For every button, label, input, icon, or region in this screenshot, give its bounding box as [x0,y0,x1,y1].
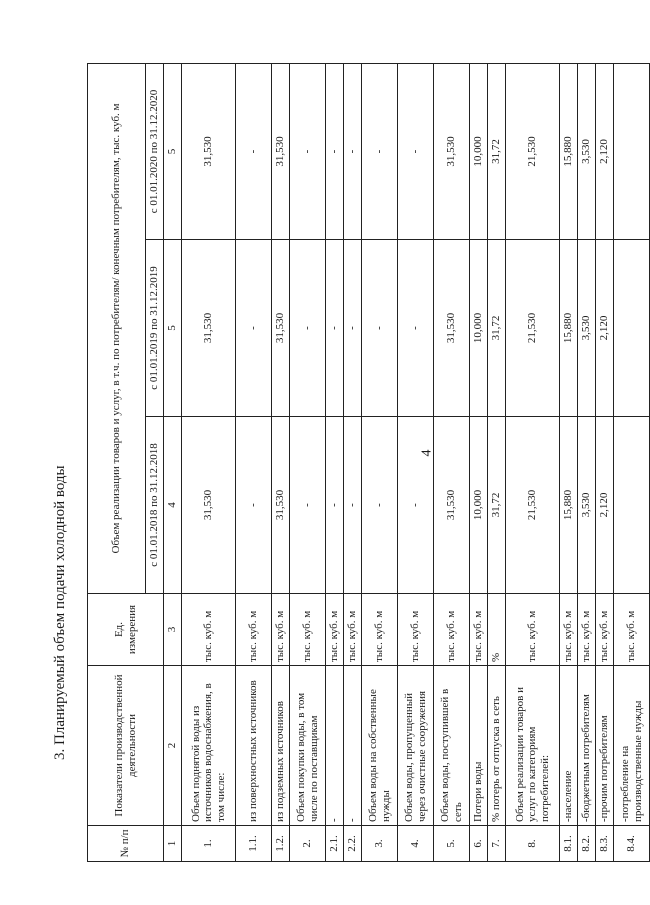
row-value-2018: 31,530 [182,417,236,594]
row-indicator: - [326,666,344,826]
row-unit: тыс. куб. м [326,594,344,666]
row-number: 2.2. [344,826,362,862]
table-row [398,63,434,861]
row-value-2020: 31,530 [272,63,290,239]
row-indicator: Объем воды, поступившей в сеть [434,666,470,826]
row-value-2018: 31,72 [488,417,506,594]
row-value-2018: - [398,417,434,594]
row-indicator: Объем воды на собственные нужды [362,666,398,826]
header-group: Объем реализации товаров и услуг, в т.ч. по потребителям/ конечным потребителям, тыс. куб. м [88,63,146,593]
table-row [488,63,506,861]
row-value-2019: 10,000 [470,240,488,417]
table-row [470,63,488,861]
column-number: 5 [164,240,182,417]
row-value-2019: - [236,240,272,417]
row-value-2019: - [398,240,434,417]
water-supply-table-wrapper [87,64,644,862]
row-value-2019 [614,240,650,417]
row-unit: тыс. куб. м [182,594,236,666]
column-number: 3 [164,594,182,666]
row-value-2019: 2,120 [596,240,614,417]
row-value-2020: - [326,63,344,239]
column-number: 4 [164,417,182,594]
table-row [362,63,398,861]
column-number: 2 [164,666,182,826]
row-unit: тыс. куб. м [578,594,596,666]
row-value-2020: 31,72 [488,63,506,239]
row-value-2019: 3,530 [578,240,596,417]
row-value-2018: - [326,417,344,594]
row-value-2020: 31,530 [182,63,236,239]
column-number-row [164,63,182,861]
row-indicator: - [344,666,362,826]
row-number: 4. [398,826,434,862]
row-value-2020: - [344,63,362,239]
table-row [290,63,326,861]
row-value-2018: 15,880 [560,417,578,594]
header-indicator: Показатели производственной деятельности [88,666,164,826]
row-value-2020: - [290,63,326,239]
row-value-2018: 2,120 [596,417,614,594]
row-value-2018: 31,530 [272,417,290,594]
row-value-2019: 21,530 [506,240,560,417]
row-indicator: Объем покупки воды, в том числе по поставщикам [290,666,326,826]
row-value-2018: - [290,417,326,594]
header-period-2019: с 01.01.2019 по 31.12.2019 [146,240,164,417]
row-number: 2. [290,826,326,862]
row-value-2019: - [344,240,362,417]
row-number: 1. [182,826,236,862]
row-unit: тыс. куб. м [470,594,488,666]
row-indicator: Потери воды [470,666,488,826]
row-number: 8.3. [596,826,614,862]
row-value-2018 [614,417,650,594]
row-number: 8.2. [578,826,596,862]
row-number: 3. [362,826,398,862]
row-number: 2.1. [326,826,344,862]
row-indicator: -население [560,666,578,826]
table-row [182,63,236,861]
row-unit: тыс. куб. м [614,594,650,666]
row-value-2018: 10,000 [470,417,488,594]
row-unit: тыс. куб. м [344,594,362,666]
table-row [560,63,578,861]
row-unit: тыс. куб. м [560,594,578,666]
header-period-2020: с 01.01.2020 по 31.12.2020 [146,63,164,239]
row-value-2020: 10,000 [470,63,488,239]
row-number: 7. [488,826,506,862]
row-value-2018: 31,530 [434,417,470,594]
section-heading: 3. Планируемый объем подачи холодной воды [52,465,68,760]
header-period-2018: с 01.01.2018 по 31.12.2018 [146,417,164,594]
row-value-2018: 3,530 [578,417,596,594]
table-row [596,63,614,861]
row-value-2019: - [290,240,326,417]
row-value-2018: 21,530 [506,417,560,594]
table-row [434,63,470,861]
row-value-2020: - [362,63,398,239]
row-unit: тыс. куб. м [398,594,434,666]
header-num: № п/п [88,826,164,862]
row-value-2019: 31,530 [182,240,236,417]
row-number: 8.1. [560,826,578,862]
row-number: 1.2. [272,826,290,862]
row-value-2019: 31,72 [488,240,506,417]
row-unit: тыс. куб. м [596,594,614,666]
row-indicator: из поверхностных источников [236,666,272,826]
row-unit: тыс. куб. м [290,594,326,666]
row-number: 8.4. [614,826,650,862]
row-value-2019: - [326,240,344,417]
row-indicator: -прочим потребителям [596,666,614,826]
row-number: 1.1. [236,826,272,862]
row-unit: тыс. куб. м [272,594,290,666]
row-indicator: % потерь от отпуска в сеть [488,666,506,826]
water-supply-table [87,63,650,862]
row-unit: тыс. куб. м [434,594,470,666]
row-value-2019: 15,880 [560,240,578,417]
row-value-2020: 15,880 [560,63,578,239]
row-unit: тыс. куб. м [362,594,398,666]
row-number: 6. [470,826,488,862]
header-row [88,63,146,861]
row-value-2020 [614,63,650,239]
table-row [506,63,560,861]
row-number: 5. [434,826,470,862]
row-indicator: -бюджетным потребителям [578,666,596,826]
column-number: 5 [164,63,182,239]
row-indicator: Объем воды, пропущенный через очистные сооружения [398,666,434,826]
table-row [614,63,650,861]
page-number: 4 [419,449,435,457]
row-indicator: из подземных источников [272,666,290,826]
table-row [236,63,272,861]
row-value-2018: - [344,417,362,594]
row-indicator: Объем реализации товаров и услуг по категориям потребителей: [506,666,560,826]
row-unit: тыс. куб. м [236,594,272,666]
table-row [578,63,596,861]
row-indicator: Объем поднятой воды из источников водоснабжения, в том числе: [182,666,236,826]
row-unit: тыс. куб. м [506,594,560,666]
row-value-2018: - [362,417,398,594]
row-value-2020: 31,530 [434,63,470,239]
header-unit: Ед. измерения [88,594,164,666]
row-value-2019: - [362,240,398,417]
row-value-2020: - [398,63,434,239]
row-value-2020: 2,120 [596,63,614,239]
row-number: 8. [506,826,560,862]
row-value-2020: - [236,63,272,239]
row-value-2020: 21,530 [506,63,560,239]
table-row [272,63,290,861]
row-value-2019: 31,530 [272,240,290,417]
table-row [344,63,362,861]
row-value-2019: 31,530 [434,240,470,417]
row-value-2020: 3,530 [578,63,596,239]
row-value-2018: - [236,417,272,594]
column-number: 1 [164,826,182,862]
row-unit: % [488,594,506,666]
table-row [326,63,344,861]
row-indicator: -потребление на производственные нужды [614,666,650,826]
